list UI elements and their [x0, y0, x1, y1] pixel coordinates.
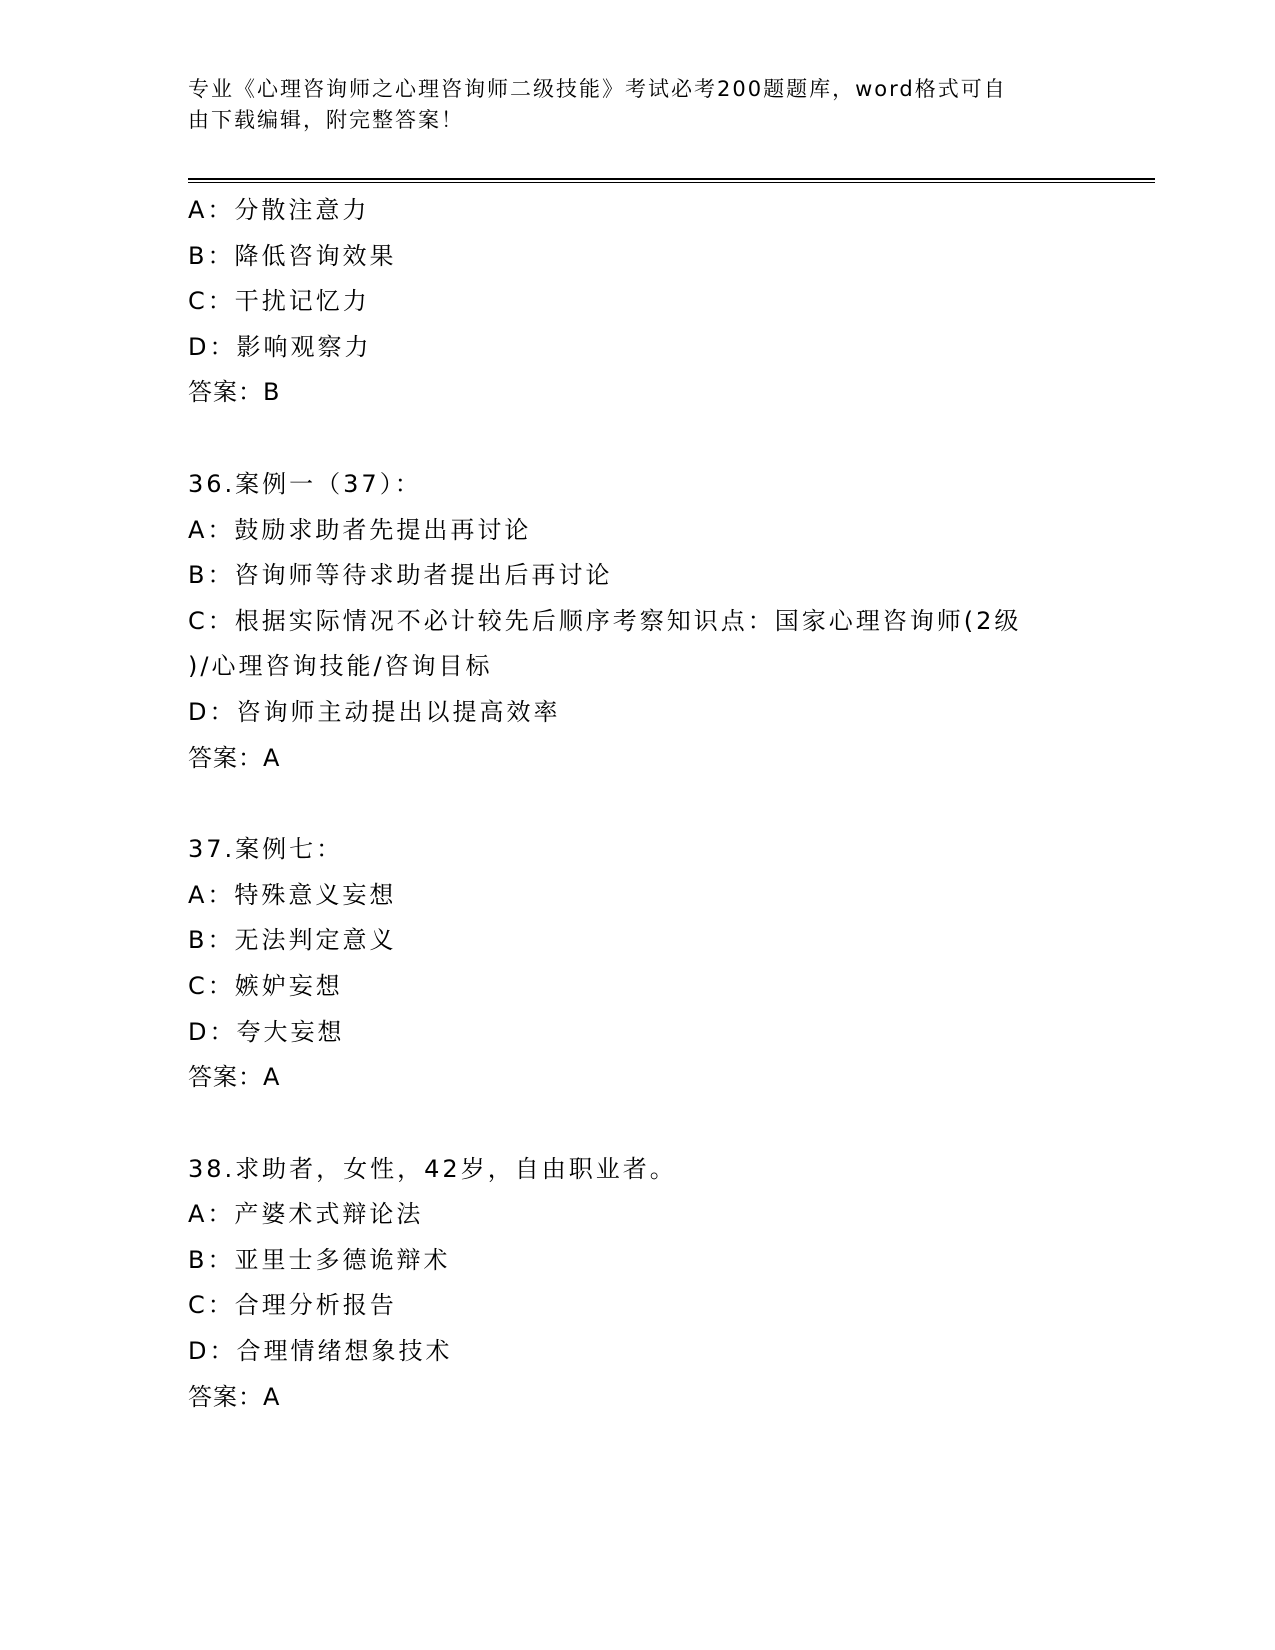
spacer: [188, 1101, 1088, 1147]
answer: 答案：B: [188, 378, 281, 407]
spacer: [188, 781, 1088, 827]
option-b: B：降低咨询效果: [188, 241, 397, 270]
question-stem: 36.案例一（37）：: [188, 469, 422, 498]
option-d: D：夸大妄想: [188, 1017, 345, 1046]
option-c-continued: )/心理咨询技能/咨询目标: [188, 652, 493, 681]
question-37: [188, 827, 1088, 1101]
option-b: B：无法判定意义: [188, 926, 397, 955]
answer: 答案：A: [188, 1382, 281, 1411]
spacer: [188, 416, 1088, 462]
question-stem: 37.案例七：: [188, 835, 344, 864]
option-a: A：鼓励求助者先提出再讨论: [188, 515, 532, 544]
option-c: C：干扰记忆力: [188, 287, 370, 316]
header-line-2: 由下载编辑，附完整答案！: [188, 108, 464, 132]
option-d: D：合理情绪想象技术: [188, 1337, 453, 1366]
question-36: [188, 462, 1088, 781]
answer: 答案：A: [188, 743, 281, 772]
option-d: D：咨询师主动提出以提高效率: [188, 697, 561, 726]
option-b: B：咨询师等待求助者提出后再讨论: [188, 561, 613, 590]
option-b: B：亚里士多德诡辩术: [188, 1245, 451, 1274]
document-header: [188, 74, 1088, 136]
answer: 答案：A: [188, 1063, 281, 1092]
option-d: D：影响观察力: [188, 332, 372, 361]
question-35: [188, 188, 1088, 416]
option-a: A：分散注意力: [188, 196, 370, 224]
header-line-1: 专业《心理咨询师之心理咨询师二级技能》考试必考200题题库，word格式可自: [188, 77, 1007, 101]
option-a: A：产婆术式辩论法: [188, 1200, 424, 1229]
question-38: [188, 1147, 1088, 1421]
question-list: [188, 188, 1088, 1420]
option-c: C：合理分析报告: [188, 1291, 397, 1320]
option-a: A：特殊意义妄想: [188, 880, 397, 909]
option-c: C：根据实际情况不必计较先后顺序考察知识点：国家心理咨询师(2级: [188, 606, 1022, 635]
header-divider-bottom: [188, 182, 1155, 183]
question-stem: 38.求助者，女性，42岁，自由职业者。: [188, 1154, 677, 1183]
header-divider-top: [188, 178, 1155, 180]
option-c: C：嫉妒妄想: [188, 971, 343, 1000]
